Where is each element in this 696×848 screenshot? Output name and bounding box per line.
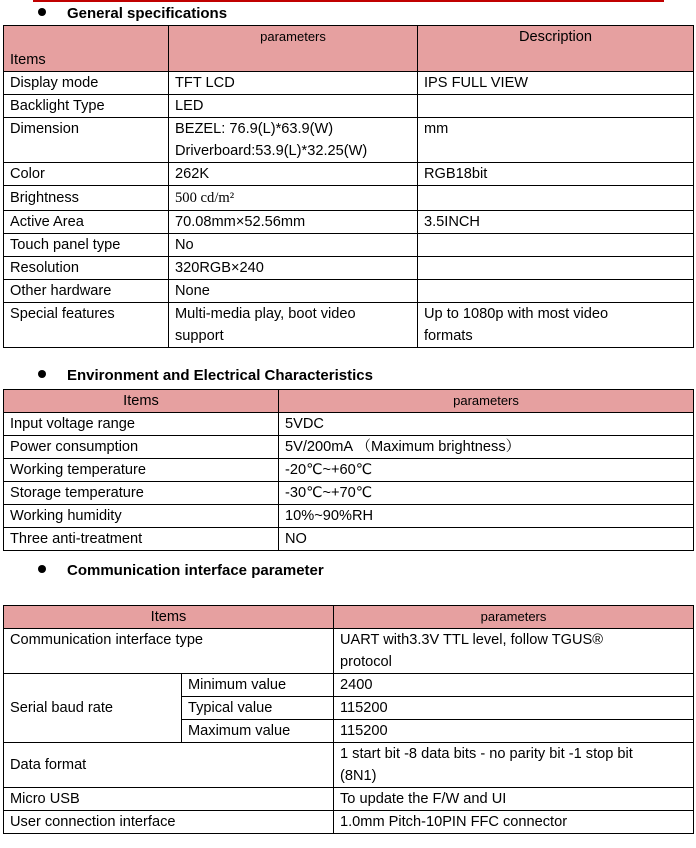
row-item: Backlight Type (4, 95, 169, 118)
row-desc (418, 234, 694, 257)
row-param: NO (279, 528, 694, 551)
row-desc: RGB18bit (418, 163, 694, 186)
row-desc: mm (418, 118, 694, 163)
row-item: Dimension (4, 118, 169, 163)
row-param: To update the F/W and UI (334, 788, 694, 811)
row-desc (418, 95, 694, 118)
section-title: Environment and Electrical Characteristics (67, 367, 373, 384)
param-line: protocol (340, 654, 392, 670)
row-desc (418, 303, 694, 348)
row-param: TFT LCD (169, 72, 418, 95)
row-param: 500 cd/m² (169, 186, 418, 211)
baud-value: 115200 (334, 720, 694, 743)
param-line: (8N1) (340, 768, 377, 784)
row-param: None (169, 280, 418, 303)
row-desc (418, 186, 694, 211)
param-line: support (175, 328, 224, 344)
header-parameters: parameters (169, 26, 418, 72)
row-item: Touch panel type (4, 234, 169, 257)
row-item: Micro USB (4, 788, 334, 811)
section-title: General specifications (67, 5, 228, 22)
row-item: Serial baud rate (4, 674, 182, 743)
row-param: 10%~90%RH (279, 505, 694, 528)
row-item: Working humidity (4, 505, 279, 528)
section-heading-environment (38, 367, 373, 385)
row-desc: IPS FULL VIEW (418, 72, 694, 95)
row-param: 70.08mm×52.56mm (169, 211, 418, 234)
header-items: Items (4, 390, 279, 413)
header-description: Description (418, 26, 694, 72)
row-param: 5V/200mA （Maximum brightness） (279, 436, 694, 459)
baud-label: Minimum value (182, 674, 334, 697)
row-item: User connection interface (4, 811, 334, 834)
row-param: 320RGB×240 (169, 257, 418, 280)
row-item: Three anti-treatment (4, 528, 279, 551)
row-param (334, 629, 694, 674)
baud-label: Typical value (182, 697, 334, 720)
header-items: Items (4, 606, 334, 629)
general-spec-table (3, 25, 694, 348)
row-desc: 3.5INCH (418, 211, 694, 234)
header-parameters: parameters (334, 606, 694, 629)
baud-value: 2400 (334, 674, 694, 697)
header-parameters: parameters (279, 390, 694, 413)
row-param: 1.0mm Pitch-10PIN FFC connector (334, 811, 694, 834)
top-divider-line (33, 0, 664, 2)
row-param: 262K (169, 163, 418, 186)
row-item: Color (4, 163, 169, 186)
param-line: Multi-media play, boot video (175, 306, 356, 322)
header-items: Items (4, 26, 169, 72)
bullet-icon (38, 370, 46, 378)
row-param: -30℃~+70℃ (279, 482, 694, 505)
section-title: Communication interface parameter (67, 562, 324, 579)
row-item: Brightness (4, 186, 169, 211)
row-desc (418, 257, 694, 280)
row-item: Special features (4, 303, 169, 348)
row-item: Resolution (4, 257, 169, 280)
row-param: No (169, 234, 418, 257)
row-param (169, 118, 418, 163)
param-line: Driverboard:53.9(L)*32.25(W) (175, 143, 368, 159)
row-item: Data format (4, 743, 334, 788)
bullet-icon (38, 565, 46, 573)
row-param (334, 743, 694, 788)
row-item: Active Area (4, 211, 169, 234)
row-item: Working temperature (4, 459, 279, 482)
section-heading-communication (38, 562, 324, 580)
row-item: Display mode (4, 72, 169, 95)
row-param: LED (169, 95, 418, 118)
baud-label: Maximum value (182, 720, 334, 743)
desc-line: formats (424, 328, 473, 344)
row-item: Other hardware (4, 280, 169, 303)
param-line: 1 start bit -8 data bits - no parity bit -1 stop bit (340, 746, 633, 762)
row-item: Storage temperature (4, 482, 279, 505)
row-param (169, 303, 418, 348)
row-param: 5VDC (279, 413, 694, 436)
param-line: BEZEL: 76.9(L)*63.9(W) (175, 121, 334, 137)
environment-table (3, 389, 694, 551)
communication-table (3, 605, 694, 834)
bullet-icon (38, 8, 46, 16)
row-item: Input voltage range (4, 413, 279, 436)
row-desc (418, 280, 694, 303)
row-item: Power consumption (4, 436, 279, 459)
row-param: -20℃~+60℃ (279, 459, 694, 482)
row-item: Communication interface type (4, 629, 334, 674)
desc-line: Up to 1080p with most video (424, 306, 609, 322)
section-heading-general (38, 5, 227, 23)
baud-value: 115200 (334, 697, 694, 720)
param-line: UART with3.3V TTL level, follow TGUS® (340, 632, 603, 648)
